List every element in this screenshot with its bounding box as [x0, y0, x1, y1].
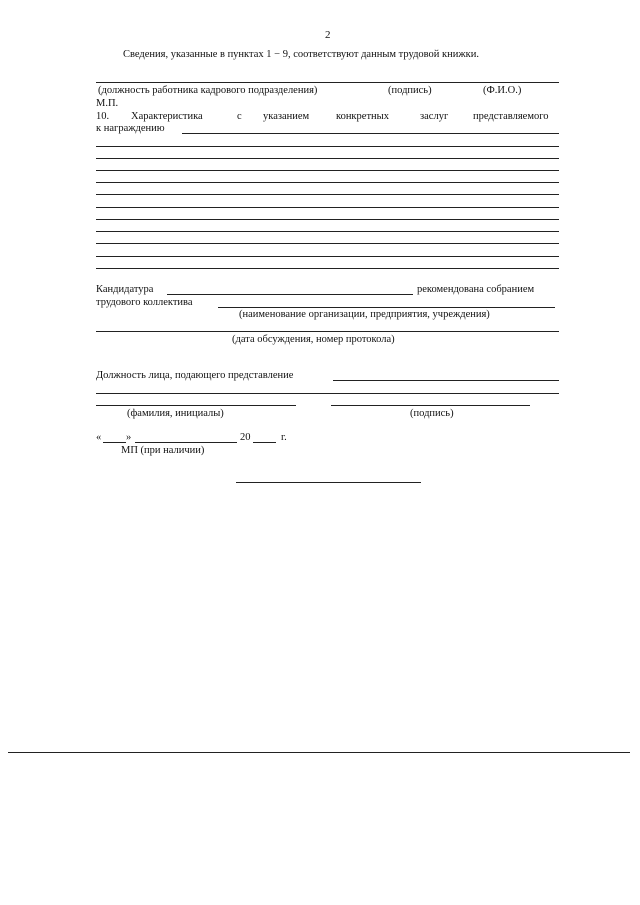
name-caption: (фамилия, инициалы) — [127, 408, 224, 419]
name-line — [96, 405, 296, 406]
submitter-line-2 — [96, 393, 559, 394]
item10-word-3: указанием — [263, 111, 310, 122]
item10-fill-line — [182, 133, 559, 134]
signature-caption: (подпись) — [410, 408, 454, 419]
ruled-line — [96, 207, 559, 208]
item10-word-6: представляемого — [473, 111, 549, 122]
ruled-line — [96, 182, 559, 183]
ruled-line — [96, 256, 559, 257]
candidacy-recommended: рекомендована собранием — [417, 284, 535, 295]
ruled-line — [96, 219, 559, 220]
date-year-prefix: 20 — [240, 432, 251, 443]
submitter-label: Должность лица, подающего представление — [96, 370, 294, 381]
discussion-line — [96, 331, 559, 332]
item10-line2: к награждению — [96, 123, 165, 134]
item10-word-1: Характеристика — [131, 111, 203, 122]
date-year-line — [253, 442, 276, 443]
closing-separator — [236, 482, 421, 483]
hr-position-caption: (должность работника кадрового подразделения) — [98, 85, 318, 96]
date-month-line — [135, 442, 237, 443]
candidacy-fill-line — [167, 294, 413, 295]
candidacy-label: Кандидатура — [96, 284, 154, 295]
discussion-caption: (дата обсуждения, номер протокола) — [232, 334, 395, 345]
stamp-label: М.П. — [96, 98, 119, 109]
hr-signature-line — [96, 82, 559, 83]
ruled-line — [96, 243, 559, 244]
ruled-line — [96, 268, 559, 269]
item10-word-2: с — [237, 111, 242, 122]
date-day-line — [103, 442, 126, 443]
date-close-quote: » — [126, 432, 132, 443]
ruled-line — [96, 194, 559, 195]
intro-statement: Сведения, указанные в пунктах 1 − 9, соответствуют данным трудовой книжки. — [123, 49, 479, 60]
item10-word-5: заслуг — [420, 111, 449, 122]
collective-fill-line — [218, 307, 555, 308]
date-year-suffix: г. — [281, 432, 287, 443]
item10-number: 10. — [96, 111, 110, 122]
submitter-fill-line — [333, 380, 559, 381]
collective-label: трудового коллектива — [96, 297, 193, 308]
page-number: 2 — [325, 29, 331, 41]
hr-signature-caption: (подпись) — [388, 85, 432, 96]
org-caption: (наименование организации, предприятия, учреждения) — [239, 309, 490, 320]
hr-fio-caption: (Ф.И.О.) — [483, 85, 522, 96]
ruled-line — [96, 146, 559, 147]
ruled-line — [96, 170, 559, 171]
date-open-quote: « — [96, 432, 102, 443]
page-bottom-rule — [8, 752, 630, 753]
signature-line — [331, 405, 530, 406]
ruled-line — [96, 231, 559, 232]
item10-word-4: конкретных — [336, 111, 389, 122]
mp-note: МП (при наличии) — [121, 445, 205, 456]
ruled-line — [96, 158, 559, 159]
